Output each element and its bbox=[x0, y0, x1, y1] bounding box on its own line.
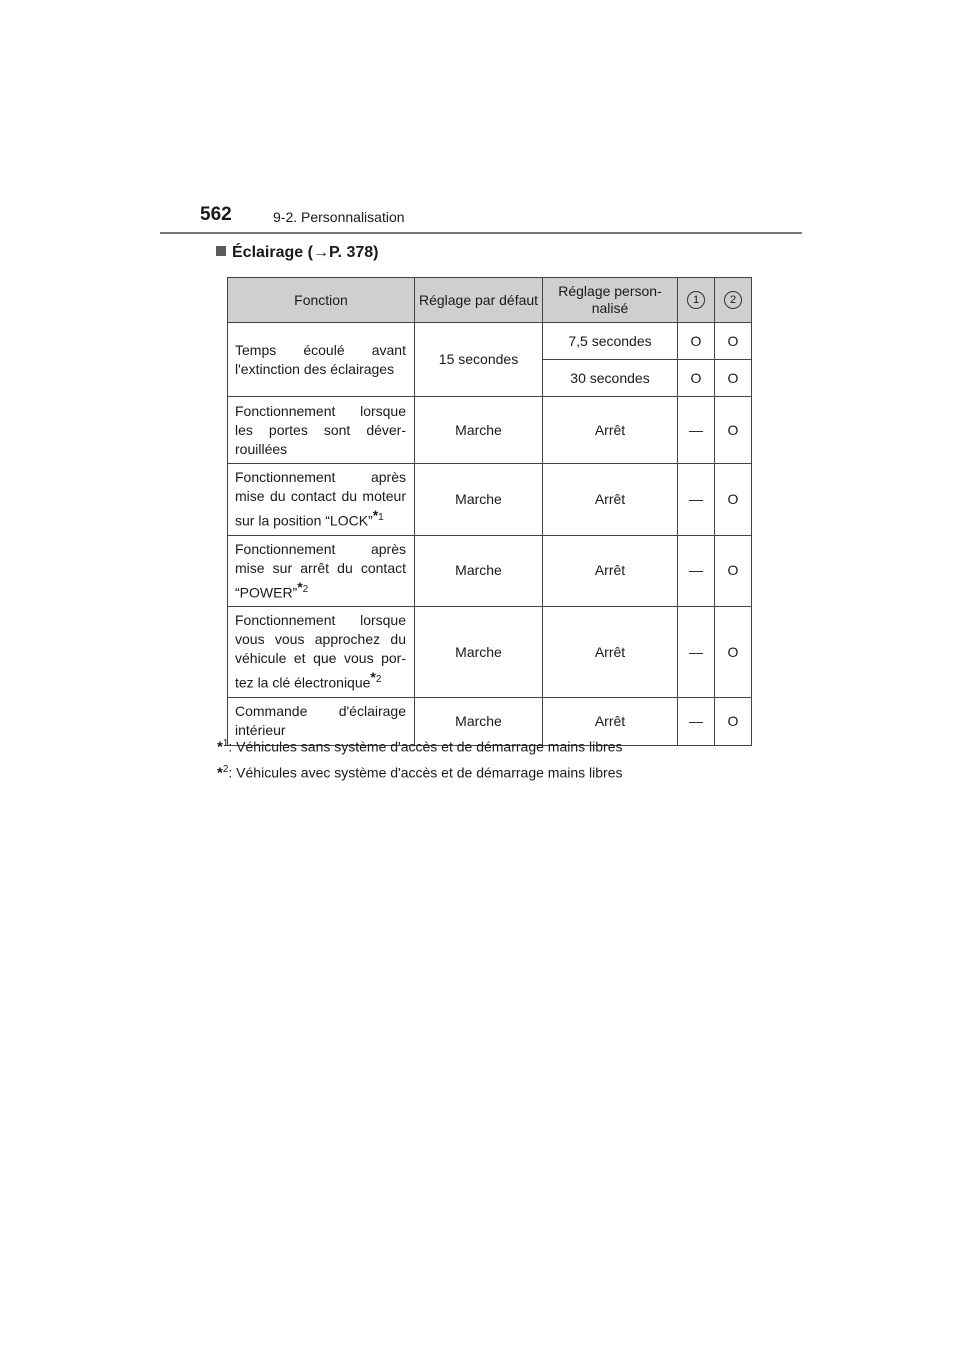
heading-title: Éclairage ( bbox=[232, 244, 313, 261]
header-rule bbox=[160, 232, 802, 234]
col1-cell: — bbox=[678, 535, 715, 607]
col2-cell: O bbox=[715, 323, 752, 360]
table-row bbox=[228, 323, 752, 360]
footnote-ref: *2 bbox=[297, 578, 309, 595]
custom-cell: Arrêt bbox=[543, 607, 678, 698]
header-custom: Réglage person-nalisé bbox=[543, 278, 678, 323]
function-cell bbox=[228, 607, 415, 698]
circled-2-icon: 2 bbox=[724, 291, 742, 309]
col1-cell: O bbox=[678, 360, 715, 397]
header-col1 bbox=[678, 278, 715, 323]
footnote-2: *$^2$: Véhicules avec système d'accès et de démarrage mains libres bbox=[217, 764, 623, 782]
default-cell: Marche bbox=[415, 397, 543, 464]
footnote-text: : Véhicules avec système d'accès et de démarrage mains libres bbox=[228, 764, 623, 781]
default-cell: Marche bbox=[415, 607, 543, 698]
col1-cell: — bbox=[678, 397, 715, 464]
default-cell: Marche bbox=[415, 535, 543, 607]
header-col2 bbox=[715, 278, 752, 323]
col2-cell: O bbox=[715, 697, 752, 745]
heading-page-ref: P. 378) bbox=[328, 244, 379, 261]
table-row bbox=[228, 535, 752, 607]
custom-cell: Arrêt bbox=[543, 397, 678, 464]
table-row bbox=[228, 397, 752, 464]
custom-cell: Arrêt bbox=[543, 464, 678, 536]
footnote-ref: *1 bbox=[372, 507, 384, 523]
footnote-text: : Véhicules sans système d'accès et de démarrage mains libres bbox=[228, 738, 623, 755]
page-number: 562 bbox=[200, 204, 232, 225]
function-cell: Temps écoulé avant l'extinction des éclairages bbox=[228, 323, 415, 397]
default-cell: Marche bbox=[415, 464, 543, 536]
col2-cell: O bbox=[715, 360, 752, 397]
section-heading bbox=[216, 244, 378, 262]
function-cell bbox=[228, 464, 415, 536]
col2-cell: O bbox=[715, 397, 752, 464]
custom-cell: 30 secondes bbox=[543, 360, 678, 397]
header-default: Réglage par défaut bbox=[415, 278, 543, 323]
asterisk: * bbox=[217, 738, 223, 756]
header-function: Fonction bbox=[228, 278, 415, 323]
default-cell: 15 secondes bbox=[415, 323, 543, 397]
arrow-icon: → bbox=[312, 244, 329, 261]
settings-table bbox=[227, 277, 752, 746]
square-bullet-icon bbox=[216, 246, 226, 256]
section-title: 9-2. Personnalisation bbox=[273, 209, 405, 225]
col1-cell: — bbox=[678, 697, 715, 745]
col2-cell: O bbox=[715, 607, 752, 698]
table-row bbox=[228, 464, 752, 536]
custom-cell: Arrêt bbox=[543, 697, 678, 745]
table-header-row bbox=[228, 278, 752, 323]
col1-cell: — bbox=[678, 607, 715, 698]
footnote-ref: *2 bbox=[370, 669, 382, 686]
circled-1-icon: 1 bbox=[687, 291, 705, 309]
col2-cell: O bbox=[715, 464, 752, 536]
function-text: Fonctionnement après mise sur arrêt du contact “POWER” bbox=[235, 540, 406, 601]
table-row bbox=[228, 607, 752, 698]
asterisk: * bbox=[217, 764, 223, 782]
custom-cell: 7,5 secondes bbox=[543, 323, 678, 360]
footnote-1: *$^1$: Véhicules sans système d'accès et de démarrage mains libres bbox=[217, 738, 623, 756]
col1-cell: — bbox=[678, 464, 715, 536]
function-cell: Commande d'éclairage intérieur bbox=[228, 697, 415, 745]
page-header bbox=[0, 0, 960, 240]
custom-cell: Arrêt bbox=[543, 535, 678, 607]
function-text: Fonctionnement après mise du contact du moteur sur la position “LOCK” bbox=[235, 469, 406, 529]
function-text: Fonctionnement lorsque vous vous approchez du véhicule et que vous por-tez la clé électronique bbox=[235, 612, 406, 691]
function-cell bbox=[228, 535, 415, 607]
function-cell: Fonctionnement lorsque les portes sont déver-rouillées bbox=[228, 397, 415, 464]
col1-cell: O bbox=[678, 323, 715, 360]
default-cell: Marche bbox=[415, 697, 543, 745]
col2-cell: O bbox=[715, 535, 752, 607]
